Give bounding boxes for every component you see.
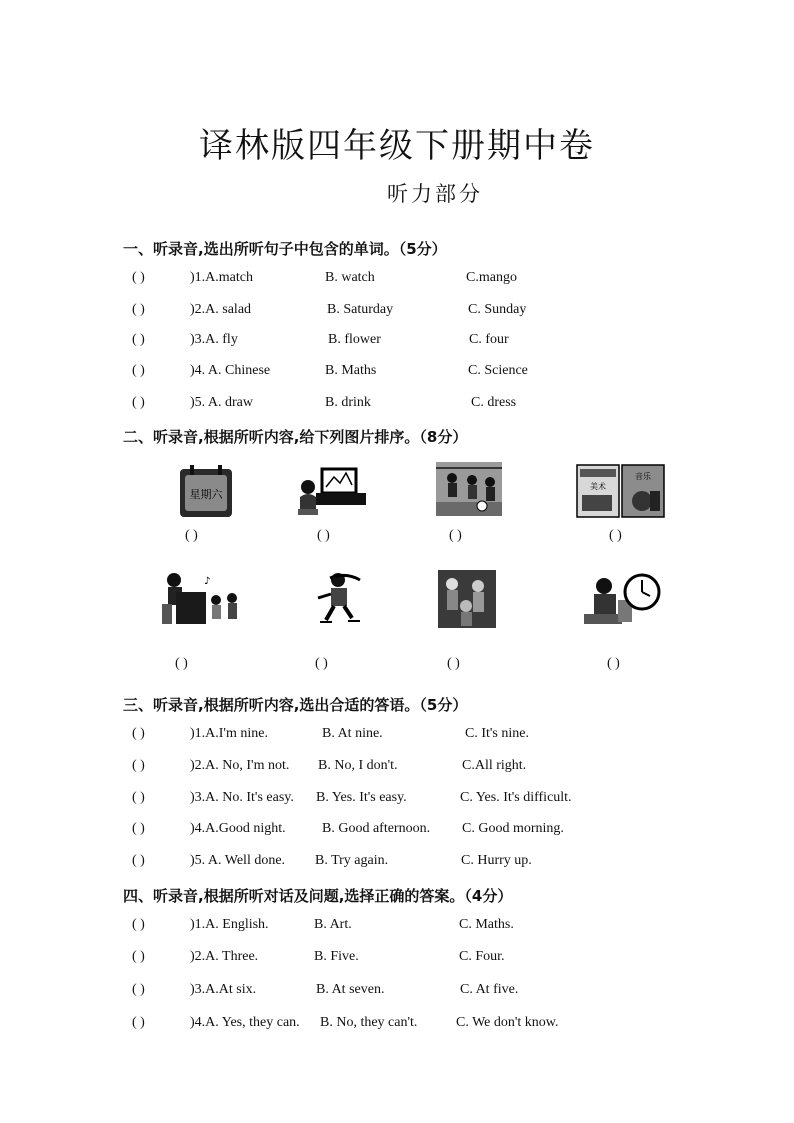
picture-order-blank[interactable]: ( ) (175, 656, 188, 671)
question-option-c: C. Yes. It's difficult. (460, 790, 572, 805)
girl-playing-piano-icon (160, 570, 244, 626)
answer-blank[interactable]: ( ) (132, 790, 145, 805)
picture-order-blank[interactable]: ( ) (317, 528, 330, 543)
question-option-a: )3.A.At six. (190, 982, 257, 997)
question-option-c: C. Four. (459, 949, 505, 964)
section-1-heading: 一、听录音,选出所听句子中包含的单词。（5分） (123, 240, 447, 258)
answer-blank[interactable]: ( ) (132, 395, 145, 410)
kids-dancing-icon (438, 570, 496, 628)
question-option-c: C. At five. (460, 982, 519, 997)
question-option-b: B. At seven. (316, 982, 385, 997)
textbooks-icon (576, 463, 666, 519)
question-option-c: C. dress (471, 395, 517, 410)
question-option-b: B. drink (325, 395, 371, 410)
picture-order-blank[interactable]: ( ) (449, 528, 462, 543)
question-option-b: B. At nine. (322, 726, 383, 741)
question-option-b: B. Good afternoon. (322, 821, 431, 836)
question-option-c: C. Hurry up. (461, 853, 532, 868)
question-option-a: )5. A. Well done. (190, 853, 286, 868)
picture-order-blank[interactable]: ( ) (447, 656, 460, 671)
page-subtitle: 听力部分 (387, 182, 483, 206)
question-option-b: B. Yes. It's easy. (316, 790, 407, 805)
question-option-a: )4.A. Yes, they can. (190, 1015, 300, 1030)
question-option-b: B. Try again. (315, 853, 389, 868)
question-option-a: )3.A. fly (190, 332, 238, 347)
question-option-c: C. Maths. (459, 917, 514, 932)
question-option-b: B. flower (328, 332, 381, 347)
question-option-a: )2.A. Three. (190, 949, 259, 964)
section-2-heading: 二、听录音,根据所听内容,给下列图片排序。（8分） (123, 428, 468, 446)
answer-blank[interactable]: ( ) (132, 949, 145, 964)
question-option-b: B. Maths (325, 363, 377, 378)
svg-text:美术: 美术 (590, 482, 606, 491)
question-option-a: )1.A.match (190, 270, 253, 285)
question-option-b: B. watch (325, 270, 375, 285)
question-option-a: )2.A. salad (190, 302, 252, 317)
question-option-b: B. Art. (314, 917, 352, 932)
page-title: 译林版四年级下册期中卷 (199, 126, 595, 166)
question-option-c: C.mango (466, 270, 517, 285)
answer-blank[interactable]: ( ) (132, 982, 145, 997)
picture-order-blank[interactable]: ( ) (609, 528, 622, 543)
answer-blank[interactable]: ( ) (132, 302, 145, 317)
question-option-b: B. Saturday (327, 302, 394, 317)
question-option-a: )1.A.I'm nine. (190, 726, 268, 741)
question-option-b: B. Five. (314, 949, 359, 964)
question-option-a: )3.A. No. It's easy. (190, 790, 294, 805)
question-option-a: )5. A. draw (190, 395, 253, 410)
answer-blank[interactable]: ( ) (132, 363, 145, 378)
section-4-heading: 四、听录音,根据所听对话及问题,选择正确的答案。（4分） (123, 887, 513, 905)
question-option-a: )2.A. No, I'm not. (190, 758, 290, 773)
girl-skating-icon (312, 570, 368, 626)
picture-order-blank[interactable]: ( ) (607, 656, 620, 671)
answer-blank[interactable]: ( ) (132, 853, 145, 868)
question-option-b: B. No, I don't. (318, 758, 398, 773)
question-option-c: C.All right. (462, 758, 527, 773)
answer-blank[interactable]: ( ) (132, 758, 145, 773)
question-option-b: B. No, they can't. (320, 1015, 418, 1030)
answer-blank[interactable]: ( ) (132, 332, 145, 347)
answer-blank[interactable]: ( ) (132, 726, 145, 741)
svg-text:音乐: 音乐 (635, 472, 651, 481)
picture-order-blank[interactable]: ( ) (315, 656, 328, 671)
svg-text:星期六: 星期六 (189, 488, 223, 501)
picture-order-blank[interactable]: ( ) (185, 528, 198, 543)
answer-blank[interactable]: ( ) (132, 270, 145, 285)
question-option-a: )4. A. Chinese (190, 363, 271, 378)
question-option-c: C. four (469, 332, 509, 347)
question-option-c: C. Good morning. (462, 821, 564, 836)
question-option-a: )4.A.Good night. (190, 821, 286, 836)
svg-text:♪: ♪ (204, 576, 211, 587)
boy-watching-tv-icon (296, 465, 366, 517)
question-option-c: C. It's nine. (465, 726, 529, 741)
children-playing-football-icon (436, 462, 502, 516)
answer-blank[interactable]: ( ) (132, 917, 145, 932)
calendar-saturday-icon (178, 465, 234, 519)
question-option-c: C. Science (468, 363, 528, 378)
question-option-a: )1.A. English. (190, 917, 269, 932)
question-option-c: C. Sunday (468, 302, 527, 317)
answer-blank[interactable]: ( ) (132, 1015, 145, 1030)
answer-blank[interactable]: ( ) (132, 821, 145, 836)
section-3-heading: 三、听录音,根据所听内容,选出合适的答语。（5分） (123, 696, 468, 714)
question-option-c: C. We don't know. (456, 1015, 559, 1030)
boy-looking-at-clock-icon (584, 570, 662, 626)
